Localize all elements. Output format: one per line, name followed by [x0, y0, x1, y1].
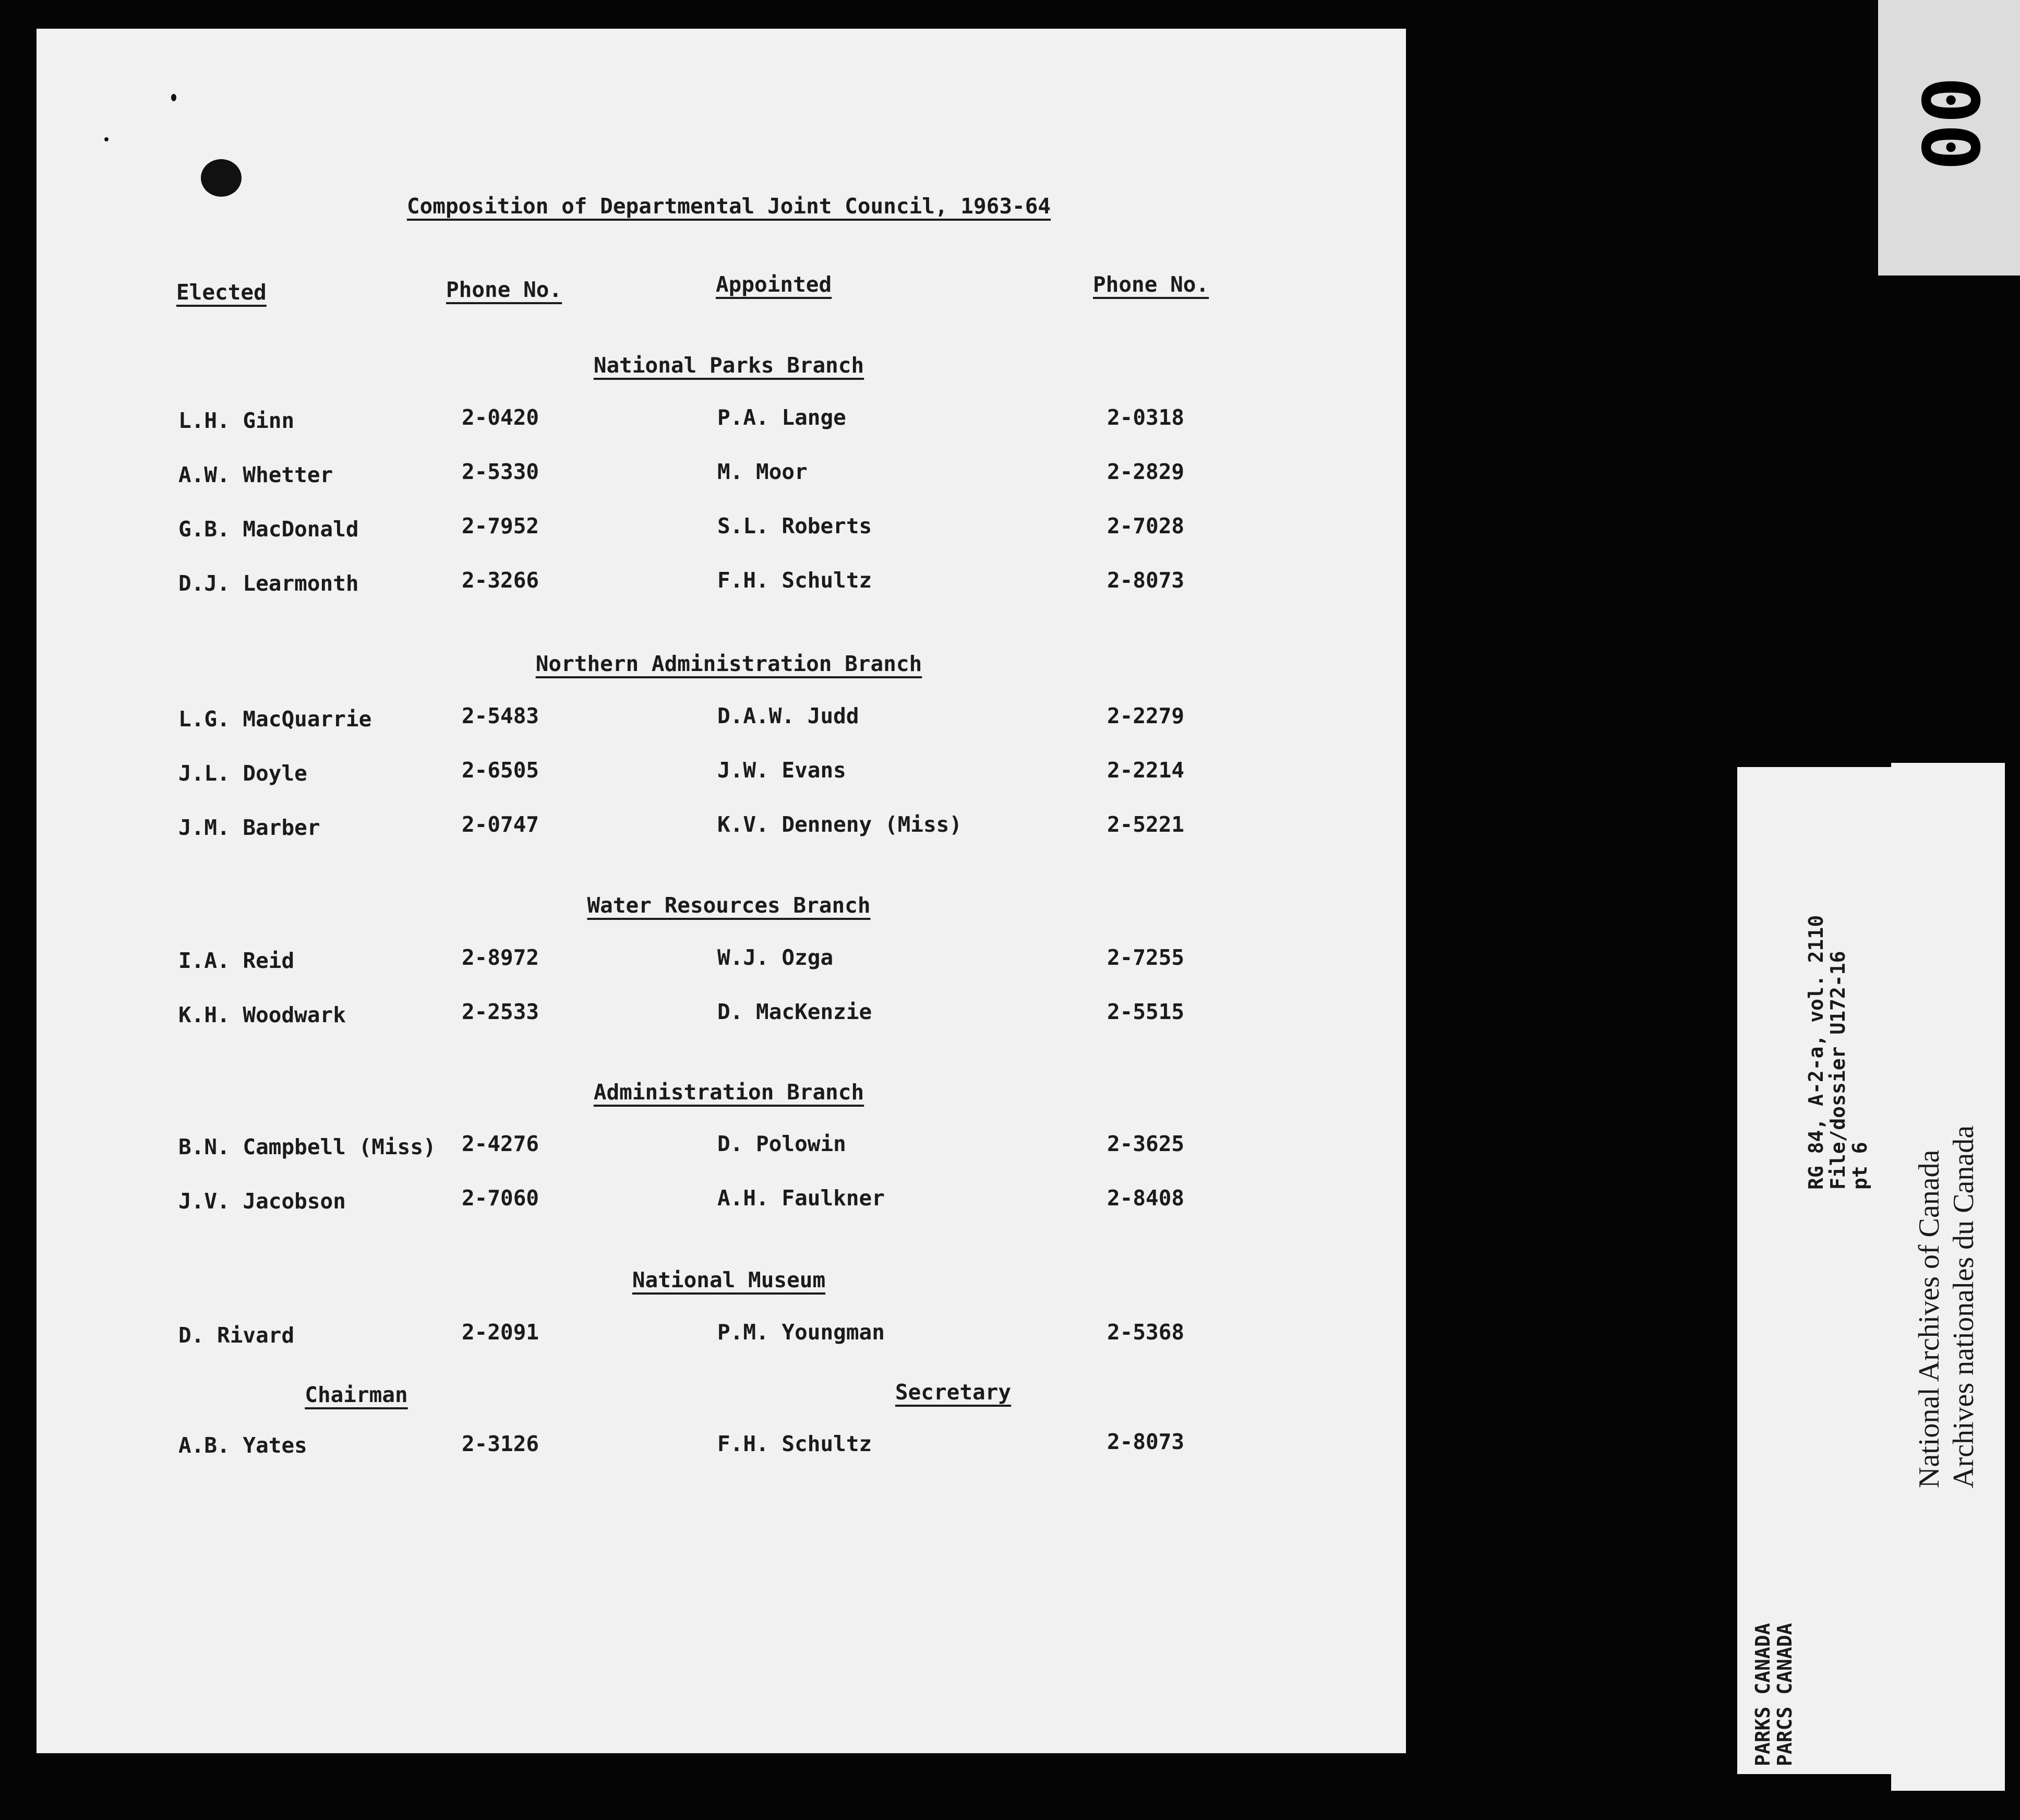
elected-member: J.M. Barber	[178, 815, 320, 840]
elected-member: D.J. Learmonth	[178, 571, 359, 596]
appointed-phone: 2-2829	[1107, 459, 1185, 484]
elected-phone: 2-2091	[462, 1320, 539, 1345]
elected-member: I.A. Reid	[178, 948, 295, 973]
elected-member: J.V. Jacobson	[178, 1189, 346, 1214]
appointed-member: D. MacKenzie	[717, 999, 872, 1024]
appointed-member: S.L. Roberts	[717, 513, 872, 538]
nac-fr: Archives nationales du Canada	[1947, 1125, 1980, 1488]
appointed-phone: 2-8073	[1107, 568, 1185, 593]
chairman-phone: 2-3126	[462, 1431, 539, 1456]
elected-member: A.W. Whetter	[178, 462, 333, 487]
appointed-phone: 2-7028	[1107, 513, 1185, 538]
appointed-member: P.M. Youngman	[717, 1320, 885, 1345]
appointed-member: M. Moor	[717, 459, 808, 484]
appointed-phone: 2-5368	[1107, 1320, 1185, 1345]
appointed-phone: 2-7255	[1107, 945, 1185, 970]
parks-canada-label	[1737, 767, 1894, 1774]
nac-name-block	[1912, 1125, 1981, 1488]
elected-phone: 2-7060	[462, 1186, 539, 1211]
section-heading: Northern Administration Branch	[535, 651, 922, 676]
elected-phone: 2-7952	[462, 513, 539, 538]
elected-member: J.L. Doyle	[178, 761, 307, 786]
reel-mark: 00	[1904, 76, 1994, 171]
elected-member: B.N. Campbell (Miss)	[178, 1134, 436, 1159]
parks-name-block	[1752, 1623, 1796, 1766]
elected-member: K.H. Woodwark	[178, 1002, 346, 1027]
elected-member: L.H. Ginn	[178, 408, 295, 433]
header-appointed: Appointed	[716, 272, 832, 297]
elected-phone: 2-6505	[462, 758, 539, 783]
appointed-phone: 2-5515	[1107, 999, 1185, 1024]
appointed-member: D.A.W. Judd	[717, 703, 859, 728]
elected-member: L.G. MacQuarrie	[178, 707, 372, 732]
chairman-name: A.B. Yates	[178, 1433, 307, 1458]
section-heading: Water Resources Branch	[587, 893, 871, 918]
appointed-member: K.V. Denneny (Miss)	[717, 812, 962, 837]
elected-phone: 2-0420	[462, 405, 539, 430]
ink-blot	[201, 159, 242, 197]
secretary-phone: 2-8073	[1107, 1429, 1185, 1454]
file-ref-line2: File/dossier U172-16	[1826, 951, 1849, 1190]
section-heading: National Museum	[632, 1267, 826, 1292]
appointed-member: F.H. Schultz	[717, 568, 872, 593]
elected-phone: 2-3266	[462, 568, 539, 593]
elected-member: G.B. MacDonald	[178, 517, 359, 542]
header-elected-phone: Phone No.	[446, 277, 562, 302]
nac-en: National Archives of Canada	[1913, 1150, 1945, 1488]
file-reference-block	[1805, 915, 1871, 1190]
appointed-member: A.H. Faulkner	[717, 1186, 885, 1211]
elected-phone: 2-5483	[462, 703, 539, 728]
elected-phone: 2-2533	[462, 999, 539, 1024]
document-title: Composition of Departmental Joint Council, 1963-64	[406, 194, 1051, 219]
elected-phone: 2-5330	[462, 459, 539, 484]
section-heading: Administration Branch	[593, 1080, 864, 1105]
national-archives-label	[1891, 763, 2005, 1791]
appointed-member: W.J. Ozga	[717, 945, 834, 970]
film-reel-tab	[1878, 0, 2020, 276]
elected-member: D. Rivard	[178, 1323, 295, 1348]
section-heading: National Parks Branch	[593, 353, 864, 378]
appointed-phone: 2-8408	[1107, 1186, 1185, 1211]
elected-phone: 2-8972	[462, 945, 539, 970]
file-ref-line1: RG 84, A-2-a, vol. 2110	[1805, 915, 1827, 1190]
appointed-member: J.W. Evans	[717, 758, 846, 783]
parks-fr: PARCS CANADA	[1773, 1623, 1796, 1766]
appointed-phone: 2-0318	[1107, 405, 1185, 430]
document-page	[37, 29, 1406, 1753]
elected-phone: 2-0747	[462, 812, 539, 837]
header-elected: Elected	[176, 280, 267, 305]
secretary-label: Secretary	[895, 1380, 1012, 1405]
header-appointed-phone: Phone No.	[1093, 272, 1209, 297]
appointed-phone: 2-3625	[1107, 1131, 1185, 1156]
elected-phone: 2-4276	[462, 1131, 539, 1156]
appointed-member: P.A. Lange	[717, 405, 846, 430]
appointed-phone: 2-2279	[1107, 703, 1185, 728]
appointed-phone: 2-2214	[1107, 758, 1185, 783]
ink-speck	[104, 137, 109, 141]
ink-speck	[171, 94, 176, 101]
appointed-phone: 2-5221	[1107, 812, 1185, 837]
secretary-name: F.H. Schultz	[717, 1431, 872, 1456]
appointed-member: D. Polowin	[717, 1131, 846, 1156]
parks-en: PARKS CANADA	[1751, 1623, 1774, 1766]
chairman-label: Chairman	[305, 1382, 408, 1407]
file-ref-line3: pt 6	[1848, 1142, 1871, 1190]
